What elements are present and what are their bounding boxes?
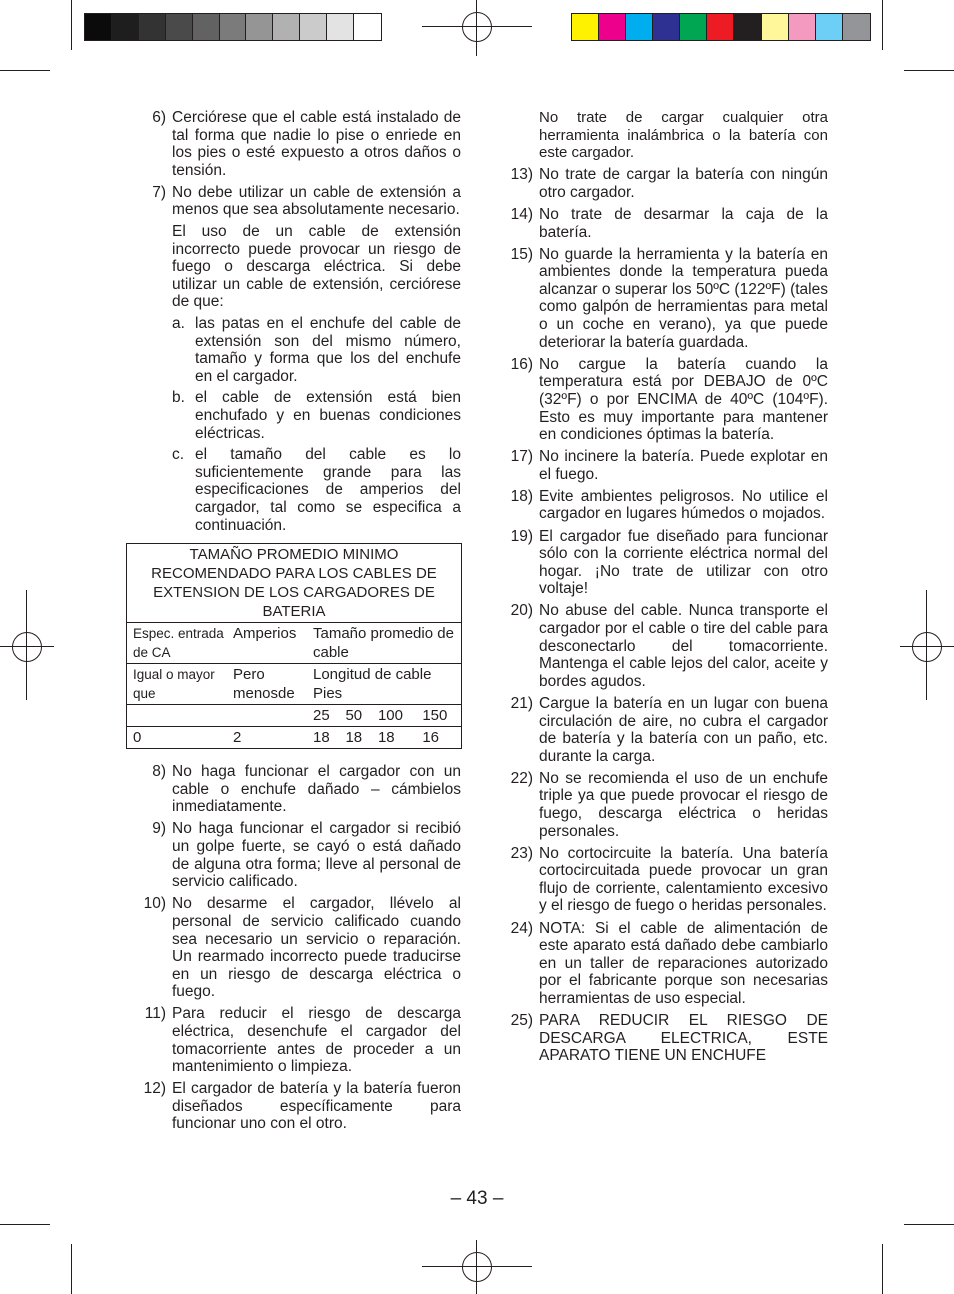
item-number: 25): [510, 1012, 533, 1029]
color-swatch: [626, 14, 653, 40]
list-item: [503, 920, 828, 1008]
sub-item: [172, 315, 461, 385]
color-swatch: [354, 14, 381, 40]
item-number: 17): [510, 448, 533, 466]
table-cell: 18: [307, 727, 339, 749]
item-text: No guarde la herramienta y la batería en ambientes donde la temperatura pueda alcanzar o superar los 50ºC (122ºF) (tales como galpón de herramientas para metal o un coche en verano), ya que puede deteriorar la batería guardada.: [539, 245, 828, 351]
table-row: [127, 544, 462, 623]
sub-item-letter: a.: [172, 315, 185, 333]
item-number: 9): [152, 820, 166, 838]
item-text: NOTA: Si el cable de alimentación de este aparato está dañado debe cambiarlo en un taller de reparaciones autorizado por el fabricante porque son necesarias herramientas de uso especial.: [539, 919, 828, 1007]
item-text: No se recomienda el uso de un enchufe triple ya que puede provocar el riesgo de fuego, descarga eléctrica o heridas personales.: [539, 769, 828, 840]
table-cell: Tamaño promedio de cable: [307, 623, 462, 664]
item-text: El cargador de batería y la batería fueron diseñados específicamente para funcionar uno con el otro.: [172, 1080, 461, 1133]
color-swatch: [193, 14, 220, 40]
color-swatch: [246, 14, 273, 40]
item-number: 24): [510, 919, 533, 937]
sub-item-letter: b.: [172, 389, 185, 407]
item-number: 13): [510, 166, 533, 184]
item-text: No desarme el cargador, llévelo al personal de servicio calificado cuando sea necesario un servicio o reparación. Un rearmado incorrecto puede traducirse en un riesgo de descarga eléctrica o fuego.: [172, 895, 461, 1001]
list-item: [136, 895, 461, 1001]
color-swatch: [734, 14, 761, 40]
sub-item-text: el tamaño del cable es lo suficientemente grande para las especificaciones de amperios del cargador, tal como se especifica a continuación.: [195, 446, 461, 534]
item-number: 12): [143, 1080, 166, 1098]
color-swatch: [572, 14, 599, 40]
item-number: 20): [510, 602, 533, 620]
list-item: [503, 770, 828, 840]
list-item: [136, 1005, 461, 1075]
item-text: No cargue la batería cuando la temperatura está por DEBAJO de 0ºC (32ºF) o por ENCIMA de 40ºC (104ºF). Esto es muy importante para mantener en condiciones óptimas la batería.: [539, 355, 828, 444]
list-item: [136, 820, 461, 890]
table-cell: Igual o mayor que: [127, 664, 228, 705]
table-row: [127, 727, 462, 749]
item-number: 22): [510, 769, 533, 787]
item-text: Cerciórese que el cable está instalado de tal forma que nadie lo pise o enriede en los pies o esté expuesto a otros daños o tensión.: [172, 109, 461, 179]
item-text: El cargador fue diseñado para funcionar sólo con la corriente eléctrica normal del hogar. ¡No trate de utilizar con otro voltaje!: [539, 527, 828, 598]
item-number: 16): [510, 355, 533, 373]
item-number: 10): [143, 895, 166, 913]
item-text: PARA REDUCIR EL RIESGO DE DESCARGA ELECTRICA, ESTE APARATO TIENE UN ENCHUFE: [539, 1012, 828, 1065]
item-number: 19): [510, 527, 533, 545]
color-swatch: [220, 14, 247, 40]
table-row: [127, 623, 462, 664]
list-item: [503, 448, 828, 483]
table-cell: Pero menosde: [227, 664, 307, 705]
item-number: 15): [510, 245, 533, 263]
table-cell: 18: [372, 727, 416, 749]
item-text: No cortocircuite la batería. Una batería cortocircuitada puede provocar un gran flujo de corriente, calentamiento excesivo y el riesgo de fuego o heridas personales.: [539, 844, 828, 915]
item-paragraph: El uso de un cable de extensión incorrecto puede provocar un riesgo de fuego o descarga eléctrica. Si debe utilizar un cable de extensión, cerciórese de que:: [172, 223, 461, 311]
item-text: No trate de cargar la batería con ningún otro cargador.: [539, 166, 828, 201]
right-column: [503, 109, 828, 1069]
table-cell: 50: [339, 705, 371, 727]
table-cell: [227, 705, 307, 727]
color-swatch: [816, 14, 843, 40]
item-number: 8): [152, 763, 166, 781]
table-cell: 0: [127, 727, 228, 749]
color-swatch: [166, 14, 193, 40]
list-item: [503, 206, 828, 241]
list-item: [503, 356, 828, 444]
list-item: [503, 695, 828, 765]
item-text: No haga funcionar el cargador si recibió un golpe fuerte, se cayó o está dañado de alguna otra forma; lleve al personal de servicio calificado.: [172, 820, 461, 891]
sub-item-text: las patas en el enchufe del cable de extensión son del mismo número, tamaño y forma que los del enchufe en el cargador.: [195, 315, 461, 385]
sub-item-letter: c.: [172, 446, 185, 464]
table-cell: Espec. entrada de CA: [127, 623, 228, 664]
item-number: 7): [152, 183, 166, 201]
sub-item: [172, 446, 461, 534]
item-number: 11): [144, 1005, 166, 1023]
list-item: [136, 1080, 461, 1133]
item-text: No trate de desarmar la caja de la batería.: [539, 205, 828, 241]
sub-item-text: el cable de extensión está bien enchufado y en buenas condiciones eléctricas.: [195, 389, 461, 442]
list-item: [136, 763, 461, 816]
page-number: – 43 –: [450, 1188, 504, 1209]
item-text: No haga funcionar el cargador con un cable o enchufe dañado – cámbielos inmediatamente.: [172, 763, 461, 816]
list-item: [503, 166, 828, 201]
color-swatch: [762, 14, 789, 40]
item-number: 18): [510, 487, 533, 505]
item-text: No abuse del cable. Nunca transporte el cargador por el cable o tire del cable para desconectarlo del tomacorriente. Mantenga el cable lejos del calor, aceite y bordes agudos.: [539, 602, 828, 690]
list-item: [503, 488, 828, 523]
item-text: No debe utilizar un cable de extensión a menos que sea absolutamente necesario.: [172, 183, 461, 219]
color-swatch: [599, 14, 626, 40]
list-item: [503, 1012, 828, 1065]
list-item: [503, 602, 828, 690]
continued-paragraph: No trate de cargar cualquier otra herramienta inalámbrica o la batería con este cargador.: [539, 109, 828, 162]
item-text: No incinere la batería. Puede explotar en el fuego.: [539, 448, 828, 483]
list-item: [503, 246, 828, 352]
color-bar: [571, 13, 871, 41]
item-text: Para reducir el riesgo de descarga eléctrica, desenchufe el cargador del tomacorriente antes de proceder a un mantenimiento o limpieza.: [172, 1005, 461, 1076]
table-cell: Amperios: [227, 623, 307, 664]
color-swatch: [327, 14, 354, 40]
table-cell: 100: [372, 705, 416, 727]
table-cell: 150: [416, 705, 461, 727]
item-number: 23): [510, 844, 533, 862]
extension-cord-table: [126, 543, 462, 749]
sub-item: [172, 389, 461, 442]
item-number: 14): [510, 205, 533, 223]
table-cell: 25: [307, 705, 339, 727]
table-title: TAMAÑO PROMEDIO MINIMO RECOMENDADO PARA LOS CABLES DE EXTENSION DE LOS CARGADORES DE BATERIA: [127, 544, 462, 623]
color-swatch: [85, 14, 112, 40]
color-swatch: [300, 14, 327, 40]
table-cell: 18: [339, 727, 371, 749]
color-swatch: [273, 14, 300, 40]
list-item: [136, 184, 461, 534]
table-row: [127, 664, 462, 705]
table-cell: Longitud de cable Pies: [307, 664, 462, 705]
table-cell: 16: [416, 727, 461, 749]
color-swatch: [112, 14, 139, 40]
item-number: 21): [510, 694, 533, 712]
color-swatch: [789, 14, 816, 40]
table-cell: [127, 705, 228, 727]
color-swatch: [653, 14, 680, 40]
item-number: 6): [152, 109, 166, 126]
list-item: [136, 109, 461, 179]
left-column: [133, 109, 461, 1138]
grayscale-bar: [84, 13, 382, 41]
color-swatch: [707, 14, 734, 40]
list-item: [503, 528, 828, 598]
item-text: Cargue la batería en un lugar con buena circulación de aire, no cubra el cargador de batería y la batería con un paño, etc. durante la carga.: [539, 694, 828, 765]
item-text: Evite ambientes peligrosos. No utilice el cargador en lugares húmedos o mojados.: [539, 487, 828, 523]
color-swatch: [139, 14, 166, 40]
color-swatch: [680, 14, 707, 40]
list-item: [503, 845, 828, 915]
table-cell: 2: [227, 727, 307, 749]
table-row: [127, 705, 462, 727]
color-swatch: [843, 14, 870, 40]
